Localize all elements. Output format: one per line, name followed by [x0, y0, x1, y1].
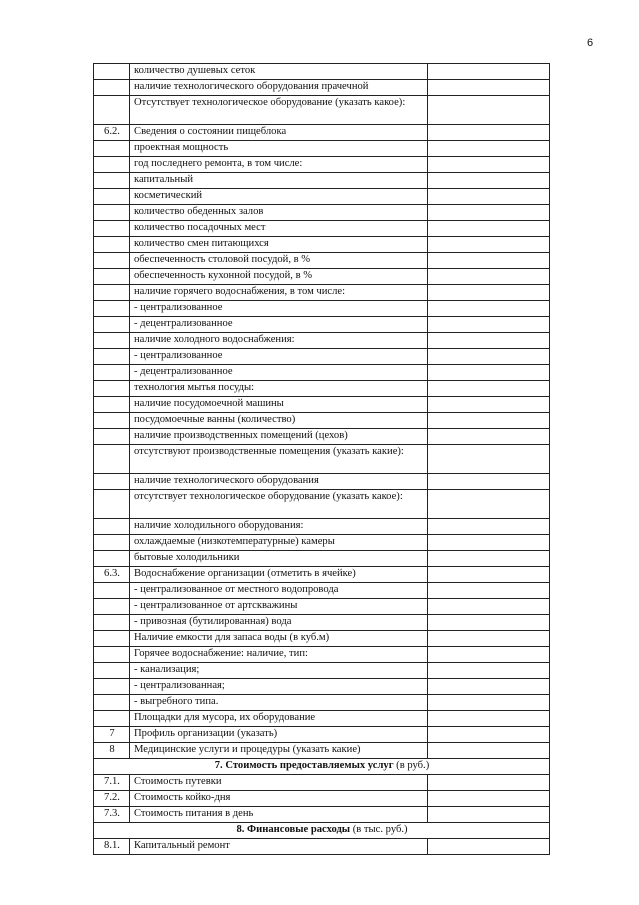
row-number-cell: [94, 205, 130, 221]
row-label-cell: Стоимость путевки: [130, 775, 428, 791]
row-label-cell: обеспеченность столовой посудой, в %: [130, 253, 428, 269]
table-body: [94, 64, 550, 855]
table-row: [94, 221, 550, 237]
row-label-cell: количество обеденных залов: [130, 205, 428, 221]
row-number-cell: [94, 317, 130, 333]
row-value-cell[interactable]: [428, 631, 550, 647]
row-number-cell: [94, 695, 130, 711]
row-label-cell: Горячее водоснабжение: наличие, тип:: [130, 647, 428, 663]
row-number-cell: [94, 141, 130, 157]
row-number-cell: [94, 413, 130, 429]
row-value-cell[interactable]: [428, 695, 550, 711]
row-label-cell: - централизованное: [130, 301, 428, 317]
row-value-cell[interactable]: [428, 253, 550, 269]
row-label-cell: Отсутствует технологическое оборудование (указать какое):: [130, 96, 428, 125]
table-row: [94, 551, 550, 567]
row-number-cell: [94, 237, 130, 253]
row-number-cell: [94, 535, 130, 551]
row-value-cell[interactable]: [428, 333, 550, 349]
row-value-cell[interactable]: [428, 285, 550, 301]
table-row: [94, 807, 550, 823]
row-value-cell[interactable]: [428, 269, 550, 285]
row-label-cell: наличие посудомоечной машины: [130, 397, 428, 413]
table-row: [94, 631, 550, 647]
row-label-cell: Стоимость койко-дня: [130, 791, 428, 807]
row-label-cell: - выгребного типа.: [130, 695, 428, 711]
row-number-cell: 7.3.: [94, 807, 130, 823]
row-label-cell: проектная мощность: [130, 141, 428, 157]
row-number-cell: [94, 631, 130, 647]
table-row: [94, 157, 550, 173]
row-value-cell[interactable]: [428, 349, 550, 365]
section-title: [94, 823, 550, 839]
row-value-cell[interactable]: [428, 727, 550, 743]
row-number-cell: [94, 253, 130, 269]
row-number-cell: [94, 445, 130, 474]
row-number-cell: 6.3.: [94, 567, 130, 583]
row-number-cell: [94, 333, 130, 349]
row-value-cell[interactable]: [428, 237, 550, 253]
table-row: [94, 445, 550, 474]
row-label-cell: - привозная (бутилированная) вода: [130, 615, 428, 631]
row-value-cell[interactable]: [428, 615, 550, 631]
row-value-cell[interactable]: [428, 205, 550, 221]
table-row: [94, 96, 550, 125]
row-label-cell: обеспеченность кухонной посудой, в %: [130, 269, 428, 285]
row-number-cell: [94, 157, 130, 173]
table-row: [94, 125, 550, 141]
row-label-cell: количество душевых сеток: [130, 64, 428, 80]
row-value-cell[interactable]: [428, 365, 550, 381]
table-row: [94, 301, 550, 317]
row-label-cell: наличие холодильного оборудования:: [130, 519, 428, 535]
table-row: [94, 64, 550, 80]
table-row: [94, 474, 550, 490]
table-row: [94, 141, 550, 157]
row-number-cell: [94, 519, 130, 535]
row-value-cell[interactable]: [428, 141, 550, 157]
row-value-cell[interactable]: [428, 839, 550, 855]
row-number-cell: [94, 429, 130, 445]
table-row: [94, 535, 550, 551]
row-label-cell: - децентрализованное: [130, 317, 428, 333]
row-number-cell: [94, 583, 130, 599]
row-value-cell[interactable]: [428, 679, 550, 695]
row-label-cell: - централизованное: [130, 349, 428, 365]
row-label-cell: количество посадочных мест: [130, 221, 428, 237]
row-label-cell: наличие холодного водоснабжения:: [130, 333, 428, 349]
row-number-cell: [94, 80, 130, 96]
section-title-unit: (в руб.): [393, 760, 430, 771]
row-value-cell[interactable]: [428, 474, 550, 490]
table-row: [94, 567, 550, 583]
row-number-cell: [94, 349, 130, 365]
row-value-cell[interactable]: [428, 397, 550, 413]
row-label-cell: Наличие емкости для запаса воды (в куб.м): [130, 631, 428, 647]
table-row: [94, 317, 550, 333]
row-number-cell: 7: [94, 727, 130, 743]
row-value-cell[interactable]: [428, 490, 550, 519]
table-row: [94, 583, 550, 599]
row-value-cell[interactable]: [428, 125, 550, 141]
row-number-cell: [94, 381, 130, 397]
row-value-cell[interactable]: [428, 301, 550, 317]
row-label-cell: капитальный: [130, 173, 428, 189]
table-row: [94, 519, 550, 535]
row-label-cell: наличие технологического оборудования прачечной: [130, 80, 428, 96]
row-value-cell[interactable]: [428, 791, 550, 807]
row-number-cell: [94, 490, 130, 519]
row-number-cell: [94, 269, 130, 285]
table-row: [94, 173, 550, 189]
table-row: [94, 711, 550, 727]
table-row: [94, 727, 550, 743]
row-number-cell: [94, 474, 130, 490]
row-value-cell[interactable]: [428, 663, 550, 679]
questionnaire-table: [93, 63, 550, 855]
row-number-cell: [94, 663, 130, 679]
row-value-cell[interactable]: [428, 64, 550, 80]
row-number-cell: [94, 551, 130, 567]
row-value-cell[interactable]: [428, 647, 550, 663]
row-label-cell: Капитальный ремонт: [130, 839, 428, 855]
row-label-cell: косметический: [130, 189, 428, 205]
table-row: [94, 397, 550, 413]
page-number: 6: [587, 37, 594, 49]
table-row: [94, 429, 550, 445]
row-label-cell: Водоснабжение организации (отметить в ячейке): [130, 567, 428, 583]
table-row: [94, 237, 550, 253]
row-number-cell: 8.1.: [94, 839, 130, 855]
table-row: [94, 189, 550, 205]
table-row: [94, 333, 550, 349]
row-value-cell[interactable]: [428, 317, 550, 333]
row-value-cell[interactable]: [428, 519, 550, 535]
row-number-cell: [94, 301, 130, 317]
row-value-cell[interactable]: [428, 157, 550, 173]
table-row: [94, 615, 550, 631]
row-number-cell: [94, 173, 130, 189]
section-title-bold: 7. Стоимость предоставляемых услуг: [214, 760, 394, 771]
row-value-cell[interactable]: [428, 413, 550, 429]
row-label-cell: Сведения о состоянии пищеблока: [130, 125, 428, 141]
row-number-cell: 6.2.: [94, 125, 130, 141]
row-number-cell: [94, 64, 130, 80]
table-row: [94, 647, 550, 663]
table-row: [94, 791, 550, 807]
row-label-cell: отсутствует технологическое оборудование (указать какое):: [130, 490, 428, 519]
row-value-cell[interactable]: [428, 189, 550, 205]
row-value-cell[interactable]: [428, 551, 550, 567]
section-title-unit: (в тыс. руб.): [350, 824, 408, 835]
table-row: [94, 253, 550, 269]
table-row: [94, 599, 550, 615]
row-label-cell: наличие горячего водоснабжения, в том числе:: [130, 285, 428, 301]
row-label-cell: наличие производственных помещений (цехов): [130, 429, 428, 445]
section-title: [94, 759, 550, 775]
row-label-cell: - канализация;: [130, 663, 428, 679]
row-number-cell: [94, 599, 130, 615]
table-row: [94, 775, 550, 791]
row-label-cell: бытовые холодильники: [130, 551, 428, 567]
row-number-cell: 8: [94, 743, 130, 759]
row-label-cell: посудомоечные ванны (количество): [130, 413, 428, 429]
row-value-cell[interactable]: [428, 599, 550, 615]
row-value-cell[interactable]: [428, 583, 550, 599]
row-value-cell[interactable]: [428, 429, 550, 445]
row-value-cell[interactable]: [428, 807, 550, 823]
row-number-cell: [94, 397, 130, 413]
row-value-cell[interactable]: [428, 80, 550, 96]
row-value-cell[interactable]: [428, 96, 550, 125]
row-label-cell: Медицинские услуги и процедуры (указать какие): [130, 743, 428, 759]
row-label-cell: количество смен питающихся: [130, 237, 428, 253]
table-row: [94, 269, 550, 285]
row-number-cell: [94, 711, 130, 727]
row-number-cell: [94, 365, 130, 381]
table-row: [94, 381, 550, 397]
row-number-cell: [94, 189, 130, 205]
table-row: [94, 413, 550, 429]
row-value-cell[interactable]: [428, 221, 550, 237]
table-row: [94, 349, 550, 365]
table-row: [94, 679, 550, 695]
row-number-cell: [94, 221, 130, 237]
row-number-cell: 7.1.: [94, 775, 130, 791]
row-number-cell: [94, 679, 130, 695]
row-label-cell: технология мытья посуды:: [130, 381, 428, 397]
section-header-row: [94, 759, 550, 775]
row-label-cell: - централизованное от артскважины: [130, 599, 428, 615]
table-row: [94, 285, 550, 301]
row-label-cell: Площадки для мусора, их оборудование: [130, 711, 428, 727]
row-label-cell: наличие технологического оборудования: [130, 474, 428, 490]
table-row: [94, 205, 550, 221]
row-value-cell[interactable]: [428, 743, 550, 759]
table-row: [94, 663, 550, 679]
table-row: [94, 695, 550, 711]
row-value-cell[interactable]: [428, 381, 550, 397]
row-value-cell[interactable]: [428, 445, 550, 474]
row-label-cell: год последнего ремонта, в том числе:: [130, 157, 428, 173]
row-number-cell: 7.2.: [94, 791, 130, 807]
table-row: [94, 490, 550, 519]
row-label-cell: - децентрализованное: [130, 365, 428, 381]
row-value-cell[interactable]: [428, 535, 550, 551]
section-title-bold: 8. Финансовые расходы: [236, 824, 351, 835]
row-number-cell: [94, 647, 130, 663]
table-row: [94, 80, 550, 96]
row-value-cell[interactable]: [428, 567, 550, 583]
row-label-cell: - централизованная;: [130, 679, 428, 695]
row-label-cell: отсутствуют производственные помещения (указать какие):: [130, 445, 428, 474]
row-number-cell: [94, 285, 130, 301]
row-label-cell: - централизованное от местного водопровода: [130, 583, 428, 599]
row-number-cell: [94, 615, 130, 631]
row-value-cell[interactable]: [428, 711, 550, 727]
table-row: [94, 839, 550, 855]
row-value-cell[interactable]: [428, 775, 550, 791]
row-number-cell: [94, 96, 130, 125]
section-header-row: [94, 823, 550, 839]
row-label-cell: Профиль организации (указать): [130, 727, 428, 743]
table-row: [94, 743, 550, 759]
row-label-cell: охлаждаемые (низкотемпературные) камеры: [130, 535, 428, 551]
table-row: [94, 365, 550, 381]
row-value-cell[interactable]: [428, 173, 550, 189]
row-label-cell: Стоимость питания в день: [130, 807, 428, 823]
